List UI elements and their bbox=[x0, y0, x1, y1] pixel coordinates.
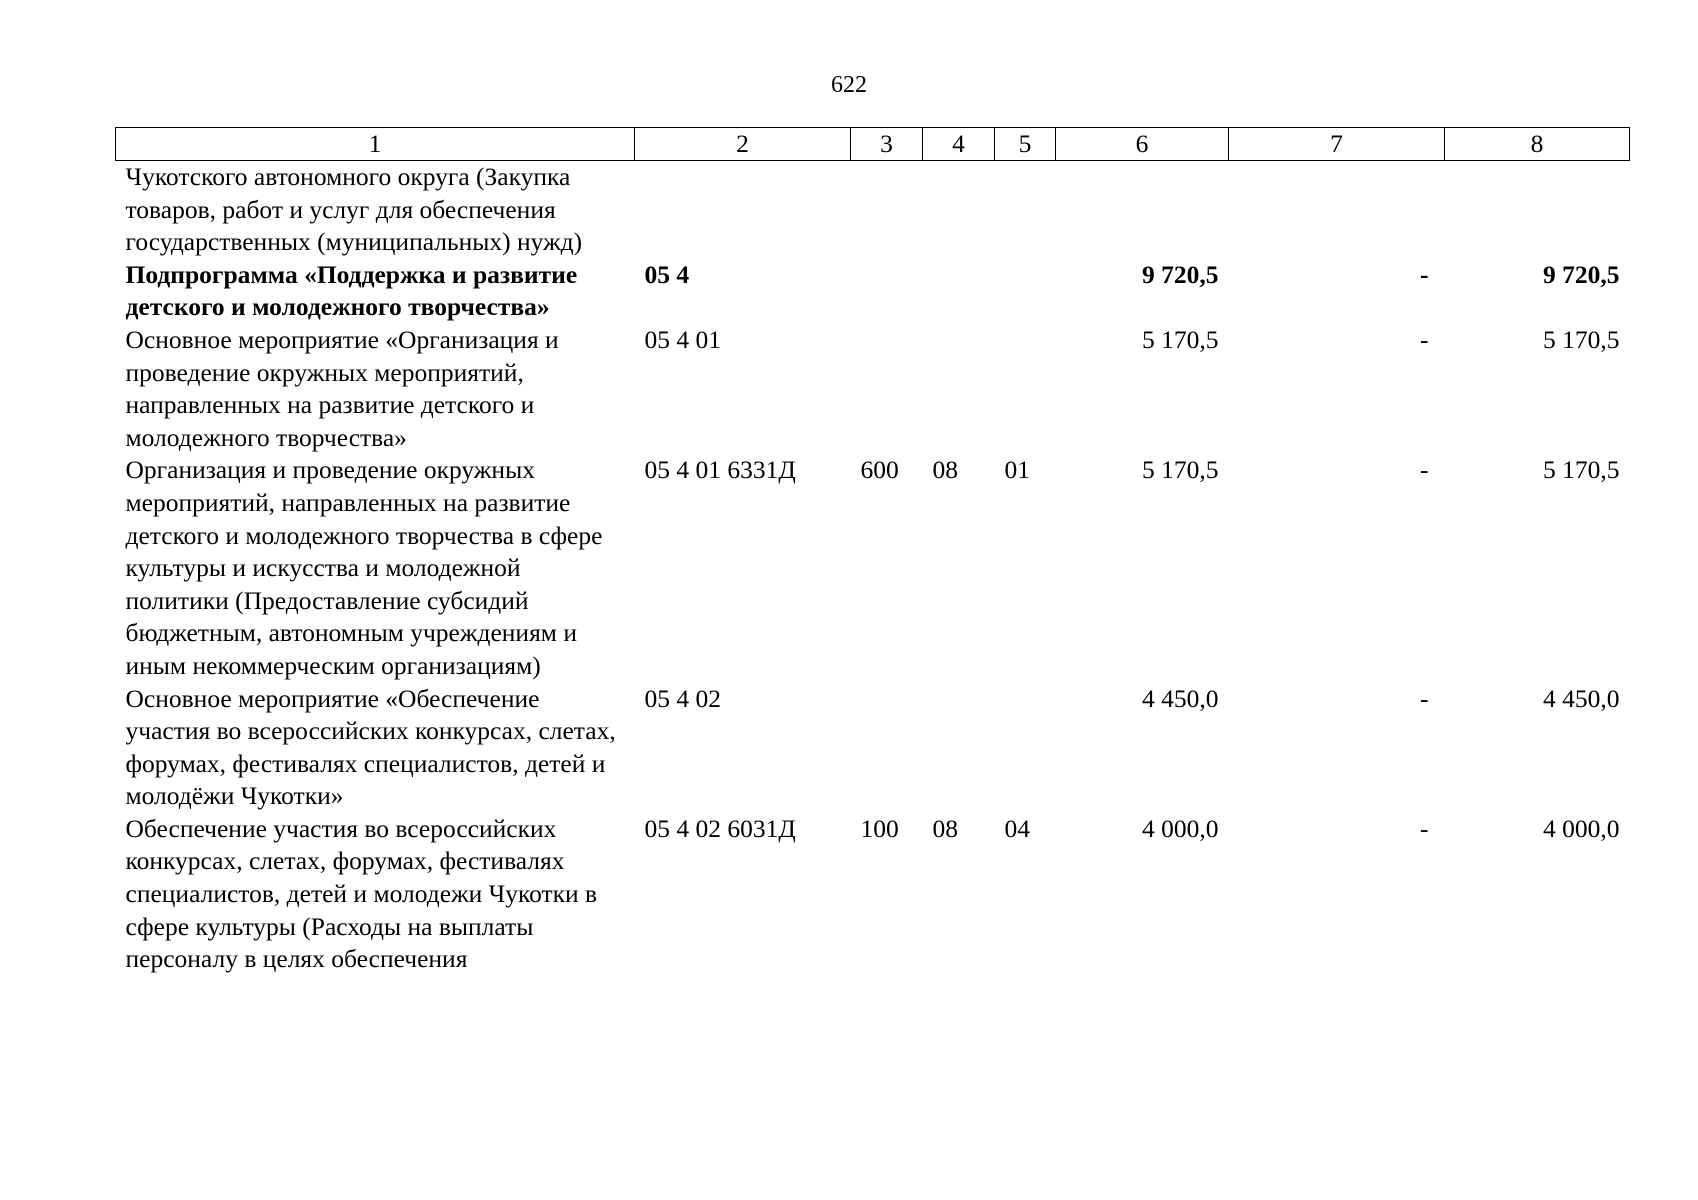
row-col6: 5 170,5 bbox=[1142, 324, 1219, 354]
row-col7: - bbox=[1420, 813, 1429, 843]
table-row bbox=[116, 259, 1630, 324]
row-col3 bbox=[851, 259, 923, 324]
row-col4: 08 bbox=[932, 455, 958, 485]
header-cell-3: 3 bbox=[851, 128, 923, 161]
row-col5 bbox=[995, 161, 1056, 259]
row-col5: 04 bbox=[1004, 813, 1030, 843]
row-col6: 4 000,0 bbox=[1142, 813, 1219, 843]
row-col4: 08 bbox=[932, 813, 958, 843]
table-row bbox=[116, 683, 1630, 813]
header-row bbox=[116, 128, 1630, 161]
header-cell-6: 6 bbox=[1056, 128, 1229, 161]
row-name: Основное мероприятие «Организация и проведение окружных мероприятий, направленных на развитие детского и молодежного творчества» bbox=[125, 324, 559, 452]
row-name: Основное мероприятие «Обеспечение участия во всероссийских конкурсах, слетах, форумах, фестивалях специалистов, детей и молодёжи Чукотки» bbox=[125, 683, 616, 811]
row-col4 bbox=[923, 161, 995, 259]
row-col7: - bbox=[1420, 455, 1429, 485]
row-col5 bbox=[995, 683, 1056, 813]
row-col7: - bbox=[1420, 683, 1429, 713]
header-cell-7: 7 bbox=[1229, 128, 1445, 161]
row-code bbox=[635, 161, 851, 259]
row-col8 bbox=[1445, 161, 1630, 259]
table-row bbox=[116, 454, 1630, 682]
row-col3 bbox=[851, 161, 923, 259]
row-code: 05 4 01 bbox=[644, 324, 721, 354]
row-col7: - bbox=[1420, 324, 1429, 354]
table-row bbox=[116, 161, 1630, 259]
row-col5 bbox=[995, 259, 1056, 324]
row-col6: 4 450,0 bbox=[1142, 683, 1219, 713]
header-cell-2: 2 bbox=[635, 128, 851, 161]
row-col5: 01 bbox=[1004, 455, 1030, 485]
table-row bbox=[116, 324, 1630, 454]
budget-table bbox=[115, 127, 1630, 976]
row-col8: 9 720,5 bbox=[1543, 259, 1620, 289]
row-name: Организация и проведение окружных мероприятий, направленных на развитие детского и молодежного творчества в сфере культуры и искусства и молодежной политики (Предоставление субсидий бюджетным, автономным учреждениям и иным некоммерческим организациям) bbox=[125, 455, 603, 680]
row-name: Чукотского автономного округа (Закупка товаров, работ и услуг для обеспечения государственных (муниципальных) нужд) bbox=[125, 162, 583, 257]
header-cell-5: 5 bbox=[995, 128, 1056, 161]
row-code: 05 4 02 6031Д bbox=[644, 813, 796, 843]
row-col3: 100 bbox=[860, 813, 899, 843]
row-col4 bbox=[923, 324, 995, 454]
row-col6 bbox=[1056, 161, 1229, 259]
row-col7: - bbox=[1420, 259, 1429, 289]
row-col3 bbox=[851, 324, 923, 454]
row-col6: 5 170,5 bbox=[1142, 455, 1219, 485]
row-code: 05 4 01 6331Д bbox=[644, 455, 796, 485]
header-cell-4: 4 bbox=[923, 128, 995, 161]
row-col5 bbox=[995, 324, 1056, 454]
row-code: 05 4 bbox=[644, 259, 690, 289]
row-code: 05 4 02 bbox=[644, 683, 721, 713]
table-row bbox=[116, 813, 1630, 976]
row-col7 bbox=[1229, 161, 1445, 259]
row-name: Подпрограмма «Поддержка и развитие детского и молодежного творчества» bbox=[125, 259, 578, 322]
header-cell-1: 1 bbox=[116, 128, 635, 161]
page-number: 622 bbox=[831, 72, 867, 98]
row-col8: 4 000,0 bbox=[1543, 813, 1620, 843]
row-col4 bbox=[923, 259, 995, 324]
row-col3 bbox=[851, 683, 923, 813]
row-col8: 5 170,5 bbox=[1543, 455, 1620, 485]
row-col8: 4 450,0 bbox=[1543, 683, 1620, 713]
row-name: Обеспечение участия во всероссийских конкурсах, слетах, форумах, фестивалях специалистов, детей и молодежи Чукотки в сфере культуры (Расходы на выплаты персоналу в целях обеспечения bbox=[125, 813, 598, 974]
row-col8: 5 170,5 bbox=[1543, 324, 1620, 354]
row-col4 bbox=[923, 683, 995, 813]
header-cell-8: 8 bbox=[1445, 128, 1630, 161]
row-col6: 9 720,5 bbox=[1142, 259, 1219, 289]
row-col3: 600 bbox=[860, 455, 899, 485]
